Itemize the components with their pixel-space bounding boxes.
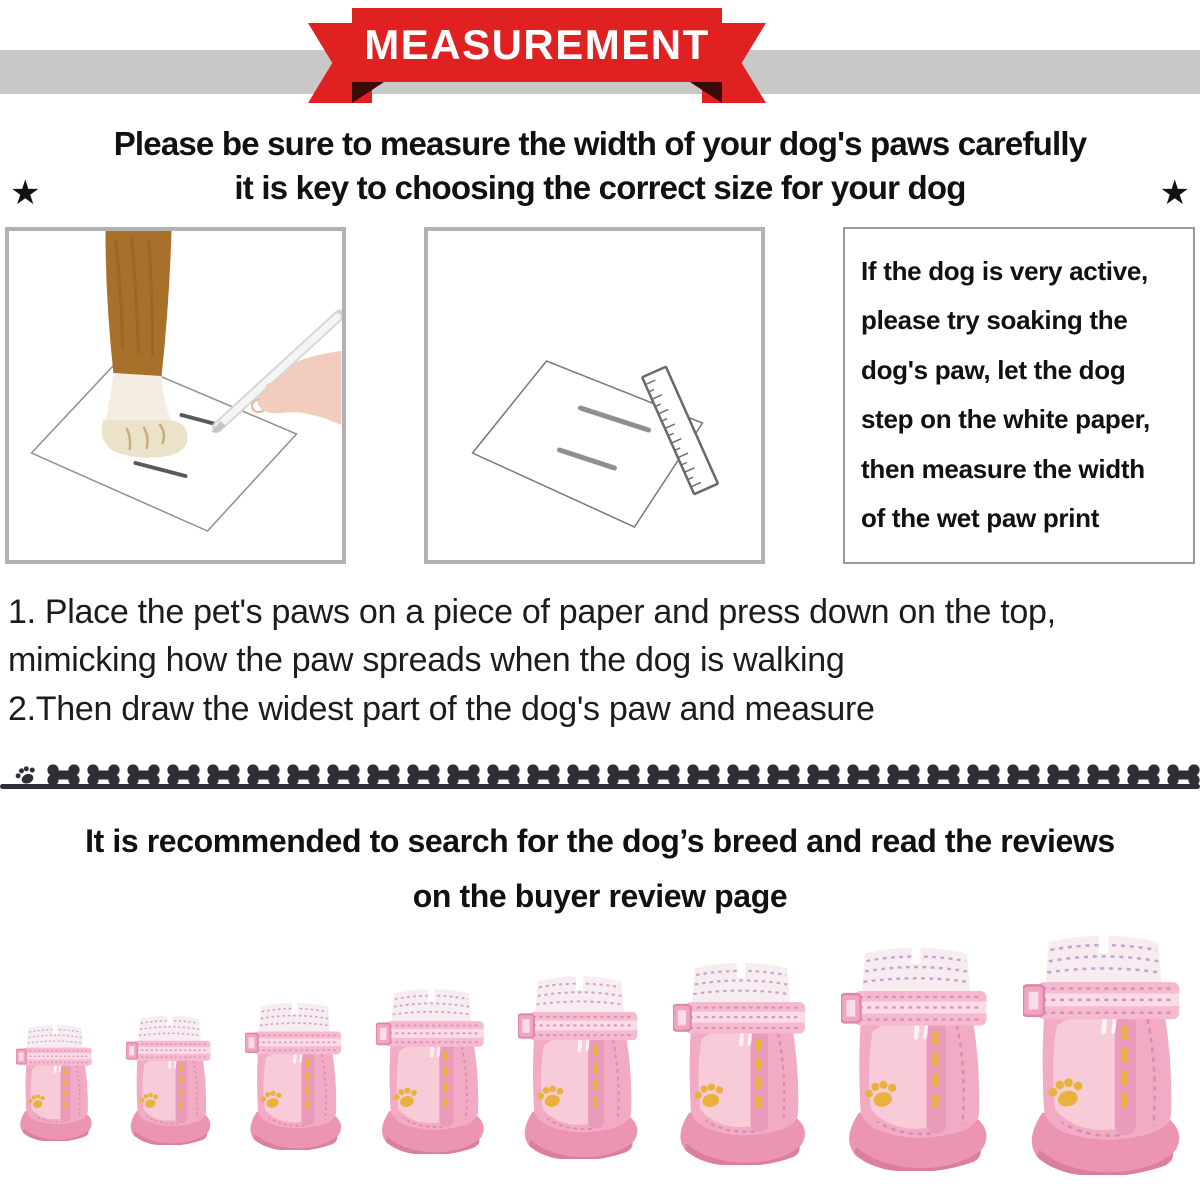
step-line-2: 2.Then draw the widest part of the dog's paw and measure xyxy=(8,689,875,728)
dog-boot xyxy=(673,959,809,1165)
headline xyxy=(0,118,1200,212)
banner-title: MEASUREMENT xyxy=(364,21,710,68)
bone-icon xyxy=(207,764,240,786)
step-line-1b: mimicking how the paw spreads when the dog is walking xyxy=(8,641,845,680)
bone-icon xyxy=(247,764,280,786)
tip-line: of the wet paw print xyxy=(861,503,1100,534)
dog-boot xyxy=(841,943,991,1171)
bone-icon xyxy=(407,764,440,786)
bone-icon xyxy=(1167,764,1200,786)
boots-row xyxy=(0,923,1200,1175)
bone-icon xyxy=(1047,764,1080,786)
paw-tracing-photo xyxy=(9,231,342,560)
dog-boot xyxy=(16,1023,94,1141)
recommendation-line1: It is recommended to search for the dog’s breed and read the reviews xyxy=(85,822,1115,859)
ruler-diagram-box xyxy=(424,227,765,564)
bone-icon xyxy=(567,764,600,786)
bone-icon xyxy=(647,764,680,786)
bone-icon xyxy=(1087,764,1120,786)
headline-line2: it is key to choosing the correct size for your dog xyxy=(234,168,966,206)
bone-icon xyxy=(287,764,320,786)
recommendation xyxy=(0,823,1200,915)
dog-boot xyxy=(245,1000,344,1150)
tip-line: then measure the width xyxy=(861,453,1145,484)
star-icon-left: ★ xyxy=(10,174,41,212)
bone-icon xyxy=(1127,764,1160,786)
bone-icon xyxy=(447,764,480,786)
instruction-panels xyxy=(0,227,1200,564)
ruler-diagram xyxy=(428,231,761,560)
bone-icon xyxy=(47,764,80,786)
step-line-1: 1. Place the pet's paws on a piece of paper and press down on the top, xyxy=(8,593,1056,632)
dog-boot xyxy=(518,973,641,1159)
bone-icon xyxy=(607,764,640,786)
ribbon-banner xyxy=(352,8,722,82)
bone-icon xyxy=(127,764,160,786)
bone-icon xyxy=(687,764,720,786)
bone-icon xyxy=(967,764,1000,786)
bone-icon xyxy=(87,764,120,786)
bone-icon xyxy=(527,764,560,786)
tip-line: step on the white paper, xyxy=(861,404,1150,435)
dog-boot xyxy=(1023,931,1184,1175)
dog-boot xyxy=(126,1013,213,1145)
tip-line: dog's paw, let the dog xyxy=(861,354,1126,385)
bone-icon xyxy=(887,764,920,786)
measuring-steps xyxy=(0,588,1200,733)
bone-icon xyxy=(807,764,840,786)
headline-line1: Please be sure to measure the width of your dog's paws carefully xyxy=(113,125,1087,162)
bone-icon xyxy=(487,764,520,786)
bone-icon xyxy=(167,764,200,786)
paw-print-icon xyxy=(12,760,40,786)
bone-icon xyxy=(327,764,360,786)
tip-line: please try soaking the xyxy=(861,305,1128,336)
dog-boot xyxy=(376,986,487,1154)
bone-icon xyxy=(727,764,760,786)
bone-icon xyxy=(927,764,960,786)
bone-icon xyxy=(847,764,880,786)
paw-tracing-photo-box xyxy=(5,227,346,564)
active-dog-tip-box xyxy=(843,227,1195,564)
bone-icon xyxy=(767,764,800,786)
bone-icon xyxy=(1007,764,1040,786)
bone-row xyxy=(12,760,1200,786)
recommendation-line2: on the buyer review page xyxy=(412,877,788,914)
bone-icon xyxy=(367,764,400,786)
star-icon-right: ★ xyxy=(1159,174,1190,212)
measurement-banner xyxy=(0,0,1200,118)
bone-divider xyxy=(0,755,1200,791)
tip-line: If the dog is very active, xyxy=(861,256,1148,287)
